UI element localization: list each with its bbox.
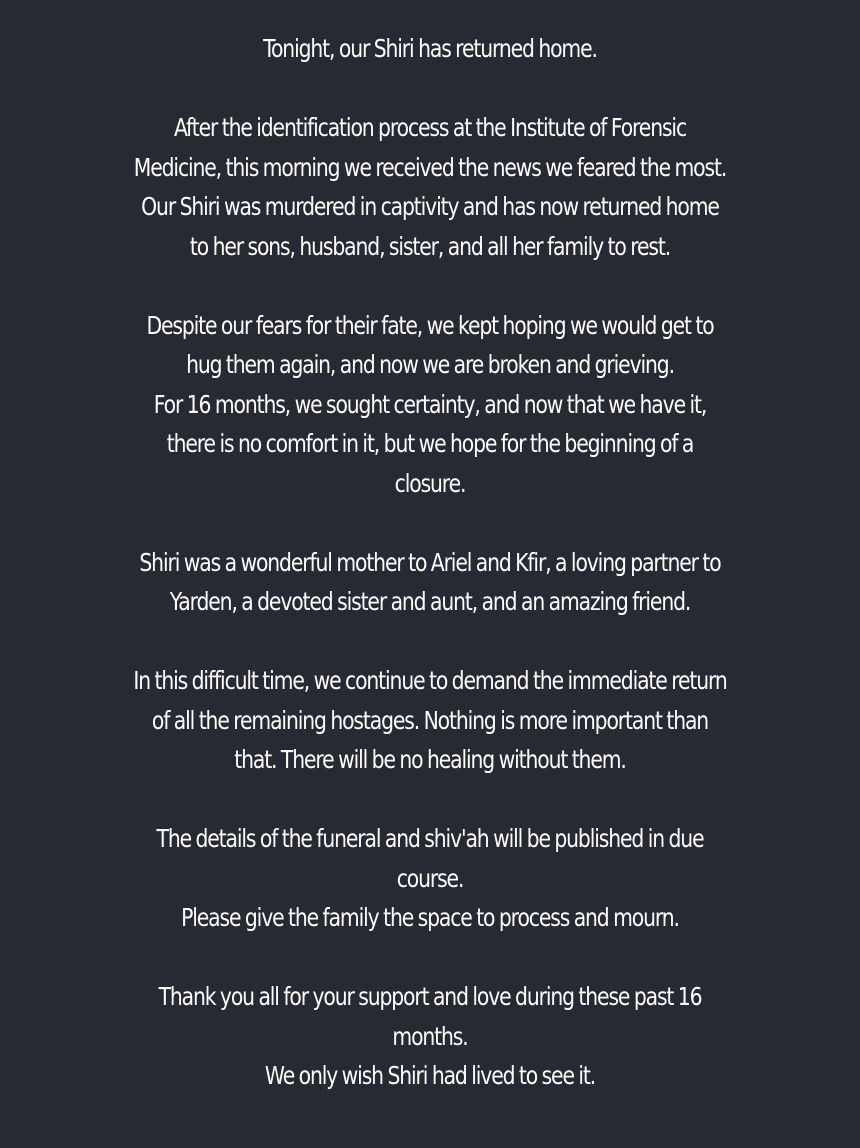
statement-line: months.	[392, 1021, 468, 1051]
statement-line: Despite our fears for their fate, we kept hoping we would get to	[146, 310, 714, 340]
statement-line: of all the remaining hostages. Nothing is more important than	[151, 705, 709, 735]
statement-line: Yarden, a devoted sister and aunt, and an amazing friend.	[169, 587, 691, 616]
statement-line: hug them again, and now we are broken and grieving.	[186, 350, 674, 379]
statement-paragraph-3	[0, 306, 860, 504]
statement-line: there is no comfort in it, but we hope for the beginning of a	[166, 429, 694, 458]
statement-line: course.	[396, 863, 464, 893]
statement-line: Our Shiri was murdered in captivity and has now returned home	[141, 192, 719, 221]
statement-paragraph-6	[0, 819, 860, 938]
statement-line: closure.	[394, 468, 466, 498]
statement-line: The details of the funeral and shiv'ah will be published in due	[156, 824, 704, 853]
statement-line: After the identification process at the Institute of Forensic	[173, 113, 687, 142]
statement-paragraph-2	[0, 108, 860, 266]
statement-line: For 16 months, we sought certainty, and now that we have it,	[153, 389, 707, 419]
statement-paragraph-7	[0, 977, 860, 1096]
statement-line: Shiri was a wonderful mother to Ariel and Kfir, a loving partner to	[139, 547, 721, 577]
statement-line: Thank you all for your support and love during these past 16	[158, 982, 702, 1011]
statement-line: that. There will be no healing without them.	[234, 745, 626, 774]
statement-line: In this difficult time, we continue to demand the immediate return	[133, 666, 727, 695]
statement-line: Medicine, this morning we received the news we feared the most.	[133, 152, 727, 182]
statement-line: Please give the family the space to process and mourn.	[181, 903, 679, 932]
statement-paragraph-5	[0, 661, 860, 780]
statement-line: Tonight, our Shiri has returned home.	[263, 34, 597, 63]
statement-paragraph-1	[0, 29, 860, 69]
statement-line: to her sons, husband, sister, and all her family to rest.	[189, 231, 671, 261]
statement-paragraph-4	[0, 543, 860, 622]
statement-line: We only wish Shiri had lived to see it.	[264, 1061, 596, 1090]
